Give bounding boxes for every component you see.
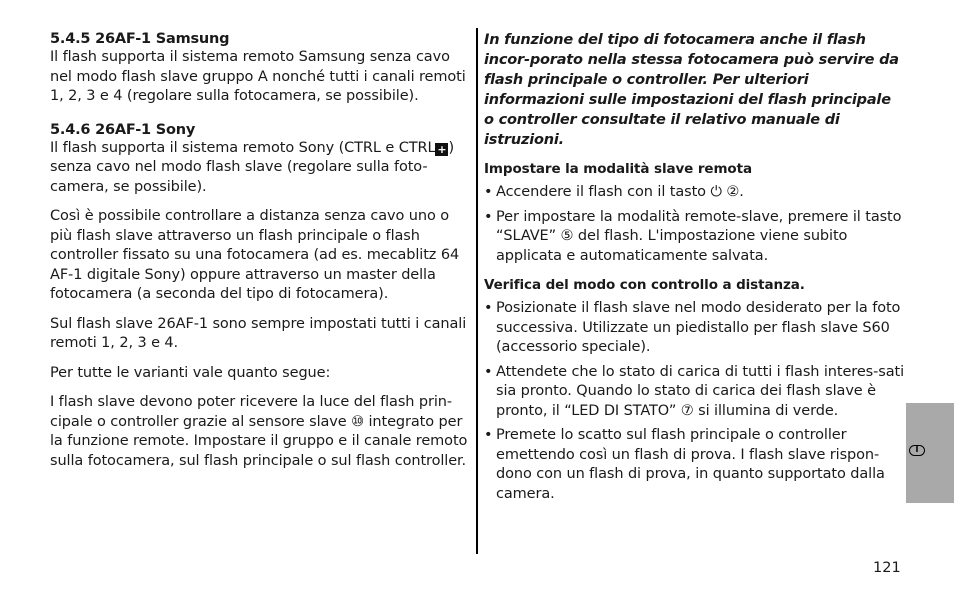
sony-para3: Sul flash slave 26AF-1 sono sempre impostati tutti i canali remoti 1, 2, 3 e 4. — [50, 315, 467, 351]
samsung-text: Il flash supporta il sistema remoto Samsung senza cavo nel modo flash slave gruppo A nonché tutti i canali remoti 1, 2, 3 e 4 (regolare sulla fotocamera, se possibile). — [50, 49, 466, 104]
samsung-heading: 5.4.5 26AF-1 Samsung — [50, 31, 230, 47]
slave-heading: Impostare la modalità slave remota — [484, 161, 752, 177]
column-divider — [476, 28, 478, 554]
list-item: • Attendete che lo stato di carica di tutti i flash interes-sati sia pronto. Quando lo stato di carica dei flash slave è pronto, il “LED DI STATO” ⑦ si illumina di verde. — [484, 363, 904, 419]
list-item: • Premete lo scatto sul flash principale o controller emettendo così un flash di prova. I flash slave rispon-dono con un flash di prova, in quanto supportato dalla camera. — [484, 427, 885, 502]
sony-para2: Così è possibile controllare a distanza senza cavo uno o più flash slave attraverso un flash principale o flash controller fissato su una fotocamera (ad es. mecablitz 64 AF-1 digitale Sony) oppure attraverso un master della fotocamera (a seconda del tipo di fotocamera). — [50, 208, 460, 302]
sony-para5: I flash slave devono poter ricevere la luce del flash prin-cipale o controller grazie al sensore slave ⑩ integrato per la funzione remote. Impostare il gruppo e il canale remoto sulla fotocamera, sul flash principale o sul flash controller. — [50, 394, 468, 469]
right-column — [484, 30, 904, 504]
page-number: 121 — [873, 560, 901, 576]
list-item: • Accendere il flash con il tasto ⏻ ②. — [484, 184, 744, 200]
sony-para4: Per tutte le varianti vale quanto segue: — [50, 364, 331, 381]
verify-heading: Verifica del modo con controllo a distanza. — [484, 277, 805, 293]
ctrl-plus-icon: + — [437, 142, 447, 156]
left-column — [50, 30, 470, 471]
intro-text: In funzione del tipo di fotocamera anche il flash incor-porato nella stessa fotocamera può servire da flash principale o controller. Per ulteriori informazioni sulle impostazioni del flash principale o controller consultate il relativo manuale di istruzioni. — [484, 32, 899, 148]
list-item: • Posizionate il flash slave nel modo desiderato per la foto successiva. Utilizzate un piedistallo per flash slave S60 (accessorio speciale). — [484, 300, 901, 355]
sony-heading: 5.4.6 26AF-1 Sony — [50, 121, 196, 138]
list-item: • Per impostare la modalità remote-slave, premere il tasto “SLAVE” ⑤ del flash. L'impostazione viene subito applicata e automaticamente salvata. — [484, 208, 902, 264]
sony-text: Il flash supporta il sistema remoto Sony (CTRL e CTRL + ) senza cavo nel modo flash slave (regolare sulla foto-camera, se possibile). — [50, 139, 454, 195]
language-tab-mark: I — [909, 445, 925, 456]
